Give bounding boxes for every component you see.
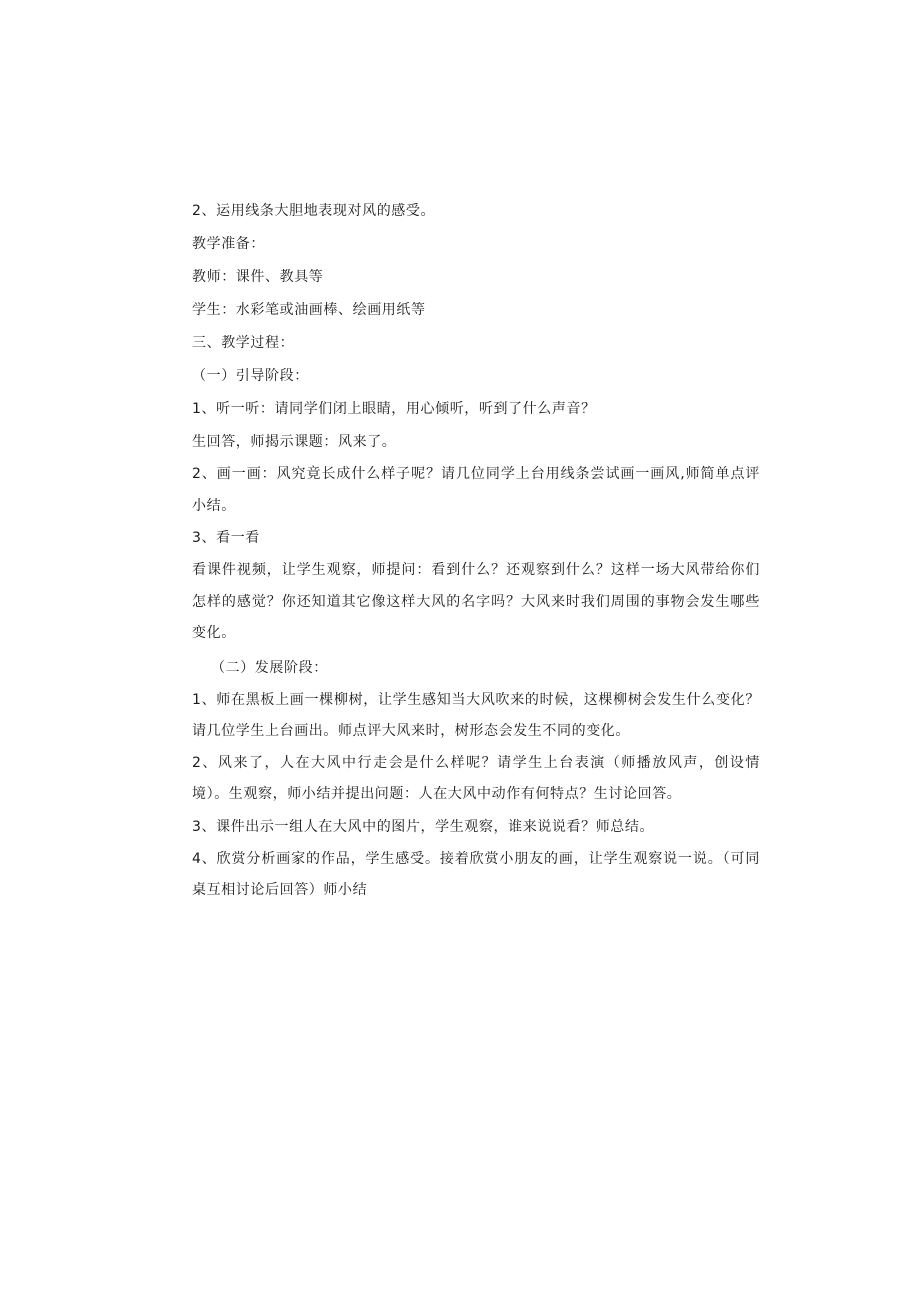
step-draw: 2、画一画：风究竟长成什么样子呢？请几位同学上台用线条尝试画一画风,师简单点评小结。 bbox=[192, 466, 760, 514]
stage-1-heading: （一）引导阶段： bbox=[192, 368, 309, 384]
preparation-heading: 教学准备： bbox=[192, 236, 265, 252]
develop-step-1: 1、师在黑板上画一棵柳树，让学生感知当大风吹来的时候，这棵柳树会发生什么变化？请几位学生上台画出。师点评大风来时，树形态会发生不同的变化。 bbox=[192, 691, 760, 739]
develop-step-4: 4、欣赏分析画家的作品，学生感受。接着欣赏小朋友的画，让学生观察说一说。（可同桌互相讨论后回答）师小结 bbox=[192, 850, 760, 898]
process-heading: 三、教学过程： bbox=[192, 335, 295, 351]
document-body bbox=[170, 195, 760, 907]
step-listen: 1、听一听：请同学们闭上眼睛，用心倾听，听到了什么声音？ bbox=[192, 401, 596, 417]
teacher-preparation: 教师：课件、教具等 bbox=[192, 269, 324, 285]
objective-2: 2、运用线条大胆地表现对风的感受。 bbox=[192, 203, 436, 219]
develop-step-2: 2、风来了，人在大风中行走会是什么样呢？请学生上台表演（师播放风声，创设情境）。生观察，师小结并提出问题：人在大风中动作有何特点？生讨论回答。 bbox=[192, 754, 760, 802]
step-look: 3、看一看 bbox=[192, 530, 260, 546]
develop-step-3: 3、课件出示一组人在大风中的图片，学生观察，谁来说说看？师总结。 bbox=[192, 818, 655, 835]
stage-2-heading: （二）发展阶段： bbox=[211, 659, 328, 676]
student-preparation: 学生：水彩笔或油画棒、绘画用纸等 bbox=[192, 302, 426, 318]
step-look-detail: 看课件视频，让学生观察，师提问：看到什么？还观察到什么？这样一场大风带给你们怎样的感觉？你还知道其它像这样大风的名字吗？大风来时我们周围的事物会发生哪些变化。 bbox=[192, 562, 760, 641]
step-listen-answer: 生回答，师揭示课题：风来了。 bbox=[192, 434, 397, 450]
